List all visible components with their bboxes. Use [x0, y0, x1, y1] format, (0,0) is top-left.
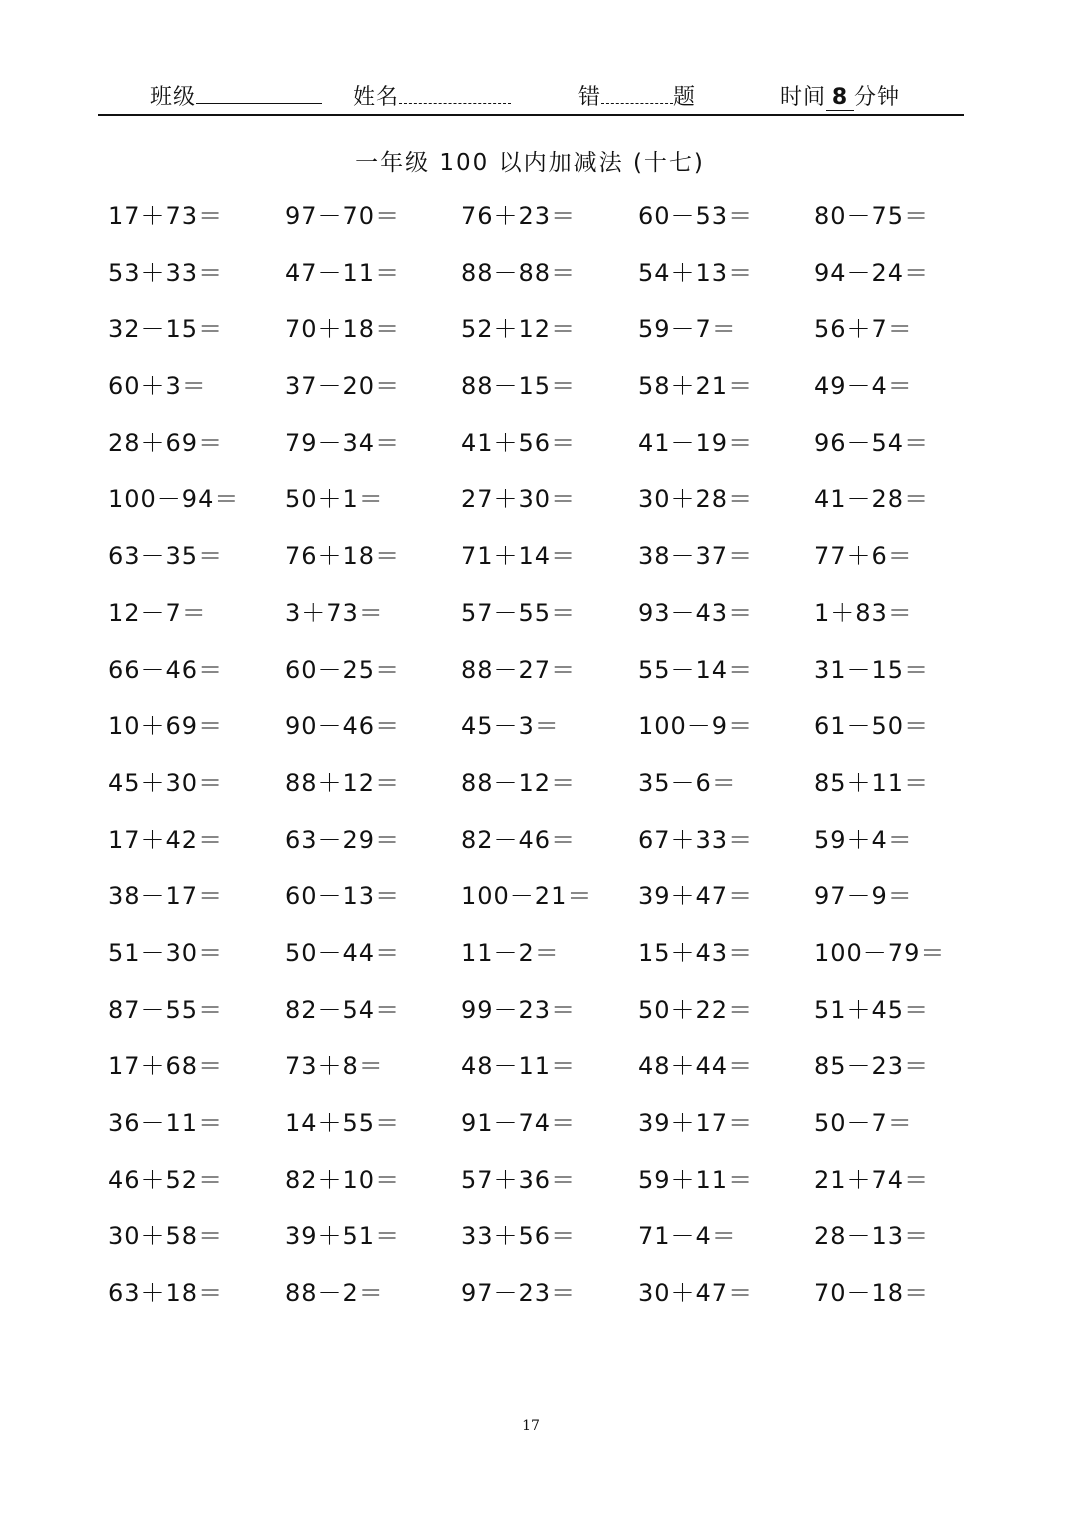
problem-item: 61－50＝ — [814, 712, 930, 741]
problem-item: 39＋51＝ — [285, 1222, 401, 1251]
problem-item: 35－6＝ — [638, 768, 737, 797]
problem-row — [108, 1273, 988, 1330]
problem-row — [108, 196, 988, 253]
problem-item: 46＋52＝ — [108, 1165, 224, 1194]
problem-row — [108, 706, 988, 763]
problem-row — [108, 650, 988, 707]
problem-item: 96－54＝ — [814, 428, 930, 457]
problem-item: 54＋13＝ — [638, 258, 754, 287]
problem-item: 67＋33＝ — [638, 825, 754, 854]
problem-item: 73＋8＝ — [285, 1052, 384, 1081]
problem-row — [108, 536, 988, 593]
wrong-count-field — [578, 80, 696, 111]
problem-row — [108, 423, 988, 480]
problem-item: 3＋73＝ — [285, 598, 384, 627]
problem-item: 53＋33＝ — [108, 258, 224, 287]
problem-item: 45＋30＝ — [108, 768, 224, 797]
problem-item: 60＋3＝ — [108, 372, 207, 401]
wrong-label: 错 — [578, 85, 602, 110]
problem-item: 30＋47＝ — [638, 1279, 754, 1308]
problem-item: 63－35＝ — [108, 542, 224, 571]
problem-row — [108, 309, 988, 366]
problem-item: 17＋73＝ — [108, 202, 224, 230]
problem-item: 28＋69＝ — [108, 428, 224, 457]
problem-item: 100－94＝ — [108, 485, 240, 514]
problem-item: 71＋14＝ — [461, 542, 577, 571]
time-unit: 分钟 — [854, 85, 901, 110]
class-field — [150, 80, 322, 111]
problem-row — [108, 1103, 988, 1160]
name-blank[interactable] — [399, 83, 511, 104]
problem-item: 56＋7＝ — [814, 315, 913, 344]
problem-item: 41－19＝ — [638, 428, 754, 457]
problem-item: 60－13＝ — [285, 882, 401, 911]
worksheet-header — [98, 76, 964, 116]
problem-item: 28－13＝ — [814, 1222, 930, 1251]
problem-item: 50－7＝ — [814, 1109, 913, 1137]
problem-row — [108, 990, 988, 1047]
problem-row — [108, 1046, 988, 1103]
problem-item: 100－9＝ — [638, 712, 754, 741]
problem-item: 30＋28＝ — [638, 485, 754, 514]
problem-item: 57－55＝ — [461, 598, 577, 627]
problem-item: 88－12＝ — [461, 768, 577, 797]
problem-item: 71－4＝ — [638, 1222, 737, 1251]
problem-item: 87－55＝ — [108, 995, 224, 1024]
problem-item: 59＋4＝ — [814, 825, 913, 854]
problem-item: 36－11＝ — [108, 1109, 224, 1137]
name-field — [353, 80, 511, 111]
problem-item: 82＋10＝ — [285, 1165, 401, 1194]
problem-item: 48－11＝ — [461, 1052, 577, 1081]
problem-item: 80－75＝ — [814, 202, 930, 230]
problem-grid — [108, 196, 988, 1330]
problem-item: 37－20＝ — [285, 372, 401, 401]
problem-item: 79－34＝ — [285, 428, 401, 457]
problem-item: 70－18＝ — [814, 1279, 930, 1308]
problem-item: 32－15＝ — [108, 315, 224, 344]
problem-item: 88＋12＝ — [285, 768, 401, 797]
problem-item: 51＋45＝ — [814, 995, 930, 1024]
problem-item: 52＋12＝ — [461, 315, 577, 344]
problem-item: 97－9＝ — [814, 882, 913, 911]
problem-row — [108, 479, 988, 536]
problem-item: 60－53＝ — [638, 202, 754, 230]
problem-item: 88－15＝ — [461, 372, 577, 401]
problem-item: 63＋18＝ — [108, 1279, 224, 1308]
problem-item: 21＋74＝ — [814, 1165, 930, 1194]
problem-item: 27＋30＝ — [461, 485, 577, 514]
problem-item: 88－88＝ — [461, 258, 577, 287]
problem-row — [108, 1216, 988, 1273]
problem-item: 66－46＝ — [108, 655, 224, 684]
problem-item: 99－23＝ — [461, 995, 577, 1024]
problem-row — [108, 820, 988, 877]
page-number: 17 — [522, 1418, 540, 1434]
problem-row — [108, 876, 988, 933]
problem-item: 97－23＝ — [461, 1279, 577, 1308]
problem-item: 14＋55＝ — [285, 1109, 401, 1137]
problem-item: 85－23＝ — [814, 1052, 930, 1081]
problem-item: 76＋18＝ — [285, 542, 401, 571]
problem-item: 58＋21＝ — [638, 372, 754, 401]
problem-row — [108, 933, 988, 990]
problem-item: 90－46＝ — [285, 712, 401, 741]
problem-item: 85＋11＝ — [814, 768, 930, 797]
problem-item: 11－2＝ — [461, 938, 560, 967]
problem-item: 38－37＝ — [638, 542, 754, 571]
problem-row — [108, 1160, 988, 1217]
problem-item: 60－25＝ — [285, 655, 401, 684]
problem-item: 55－14＝ — [638, 655, 754, 684]
problem-item: 88－2＝ — [285, 1279, 384, 1308]
problem-item: 82－46＝ — [461, 825, 577, 854]
problem-item: 12－7＝ — [108, 598, 207, 627]
problem-row — [108, 593, 988, 650]
time-field — [780, 80, 900, 111]
problem-item: 45－3＝ — [461, 712, 560, 741]
problem-item: 17＋42＝ — [108, 825, 224, 854]
problem-item: 33＋56＝ — [461, 1222, 577, 1251]
time-value: 8 — [826, 85, 854, 111]
problem-item: 70＋18＝ — [285, 315, 401, 344]
problem-item: 51－30＝ — [108, 938, 224, 967]
problem-item: 50＋22＝ — [638, 995, 754, 1024]
time-label: 时间 — [780, 85, 827, 110]
name-label: 姓名 — [353, 85, 400, 110]
problem-item: 39＋47＝ — [638, 882, 754, 911]
problem-item: 59＋11＝ — [638, 1165, 754, 1194]
problem-item: 93－43＝ — [638, 598, 754, 627]
problem-item: 49－4＝ — [814, 372, 913, 401]
problem-item: 10＋69＝ — [108, 712, 224, 741]
worksheet-title: 一年级 100 以内加减法 (十七) — [355, 150, 705, 176]
class-label: 班级 — [150, 85, 197, 110]
problem-row — [108, 253, 988, 310]
problem-item: 77＋6＝ — [814, 542, 913, 571]
problem-item: 57＋36＝ — [461, 1165, 577, 1194]
problem-item: 38－17＝ — [108, 882, 224, 911]
problem-item: 100－21＝ — [461, 882, 593, 911]
problem-item: 94－24＝ — [814, 258, 930, 287]
problem-item: 50＋1＝ — [285, 485, 384, 514]
problem-item: 15＋43＝ — [638, 938, 754, 967]
problem-item: 41＋56＝ — [461, 428, 577, 457]
problem-item: 59－7＝ — [638, 315, 737, 344]
problem-item: 30＋58＝ — [108, 1222, 224, 1251]
problem-item: 1＋83＝ — [814, 598, 913, 627]
wrong-blank[interactable] — [601, 83, 673, 104]
problem-item: 39＋17＝ — [638, 1109, 754, 1137]
problem-item: 48＋44＝ — [638, 1052, 754, 1081]
class-blank[interactable] — [196, 83, 322, 104]
wrong-suffix: 题 — [673, 85, 697, 110]
problem-item: 47－11＝ — [285, 258, 401, 287]
problem-item: 17＋68＝ — [108, 1052, 224, 1081]
problem-item: 100－79＝ — [814, 938, 946, 967]
problem-item: 76＋23＝ — [461, 202, 577, 230]
problem-item: 63－29＝ — [285, 825, 401, 854]
problem-item: 31－15＝ — [814, 655, 930, 684]
problem-item: 41－28＝ — [814, 485, 930, 514]
problem-item: 88－27＝ — [461, 655, 577, 684]
problem-item: 97－70＝ — [285, 202, 401, 230]
problem-item: 91－74＝ — [461, 1109, 577, 1137]
problem-row — [108, 366, 988, 423]
problem-item: 82－54＝ — [285, 995, 401, 1024]
problem-row — [108, 763, 988, 820]
problem-item: 50－44＝ — [285, 938, 401, 967]
